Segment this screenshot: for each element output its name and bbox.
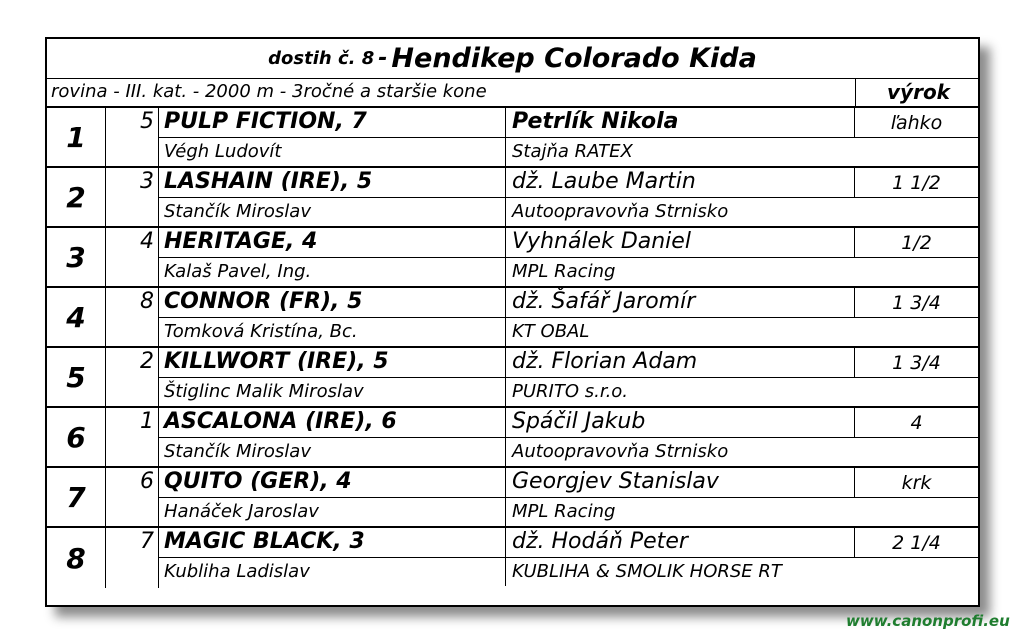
- jockey-name: dž. Hodáň Peter: [505, 528, 854, 557]
- owner-name: PURITO s.r.o.: [505, 378, 980, 406]
- owner-name: Autoopravovňa Strnisko: [505, 198, 980, 226]
- jockey-name: dž. Šafář Jaromír: [505, 288, 854, 317]
- start-number: 5: [106, 108, 159, 166]
- owner-name: Autoopravovňa Strnisko: [505, 438, 980, 466]
- result-line-sub: [159, 558, 978, 586]
- race-title: [47, 39, 978, 79]
- jockey-name: Spáčil Jakub: [505, 408, 854, 437]
- result-line-main: [159, 528, 978, 558]
- winning-margin: krk: [854, 468, 978, 497]
- race-name: Hendikep Colorado Kida: [391, 43, 757, 74]
- start-number: 8: [106, 288, 159, 346]
- margin-column-header: výrok: [855, 78, 981, 106]
- winning-margin: 1/2: [854, 228, 978, 257]
- owner-name: KUBLIHA & SMOLIK HORSE RT: [505, 558, 980, 586]
- trainer-name: Kubliha Ladislav: [164, 561, 310, 582]
- horse-name: ASCALONA (IRE), 6: [164, 409, 397, 434]
- winning-margin: 1 1/2: [854, 168, 978, 197]
- owner-name: MPL Racing: [505, 498, 980, 526]
- result-line-main: [159, 468, 978, 498]
- start-number: 7: [106, 528, 159, 588]
- result-line-main: [159, 228, 978, 258]
- horse-name: LASHAIN (IRE), 5: [164, 169, 373, 194]
- start-number: 2: [106, 348, 159, 406]
- winning-margin: 2 1/4: [854, 528, 978, 557]
- horse-name: HERITAGE, 4: [164, 229, 318, 254]
- finish-place: 7: [47, 468, 106, 526]
- result-line-main: [159, 108, 978, 138]
- jockey-name: Vyhnálek Daniel: [505, 228, 854, 257]
- jockey-name: dž. Florian Adam: [505, 348, 854, 377]
- jockey-name: dž. Laube Martin: [505, 168, 854, 197]
- result-row: [47, 468, 978, 528]
- race-number: dostih č. 8: [268, 48, 375, 69]
- winning-margin: 1 3/4: [854, 288, 978, 317]
- horse-name: QUITO (GER), 4: [164, 469, 352, 494]
- result-row: [47, 168, 978, 228]
- horse-name: PULP FICTION, 7: [164, 109, 367, 134]
- finish-place: 5: [47, 348, 106, 406]
- result-line-main: [159, 408, 978, 438]
- horse-name: CONNOR (FR), 5: [164, 289, 363, 314]
- winning-margin: ľahko: [854, 108, 978, 137]
- result-row: [47, 288, 978, 348]
- result-line-main: [159, 168, 978, 198]
- owner-name: Stajňa RATEX: [505, 138, 980, 166]
- result-row: [47, 228, 978, 288]
- finish-place: 4: [47, 288, 106, 346]
- result-row: [47, 408, 978, 468]
- winning-margin: 4: [854, 408, 978, 437]
- result-row: [47, 348, 978, 408]
- result-row: [47, 528, 978, 588]
- trainer-name: Kalaš Pavel, Ing.: [164, 261, 312, 282]
- trainer-name: Štiglinc Malik Miroslav: [164, 381, 364, 402]
- finish-place: 6: [47, 408, 106, 466]
- horse-name: KILLWORT (IRE), 5: [164, 349, 389, 374]
- trainer-name: Stančík Miroslav: [164, 201, 311, 222]
- result-line-sub: [159, 138, 978, 166]
- watermark: www.canonprofi.eu: [846, 612, 1010, 630]
- result-row: [47, 108, 978, 168]
- result-line-sub: [159, 198, 978, 226]
- trainer-name: Stančík Miroslav: [164, 441, 311, 462]
- start-number: 4: [106, 228, 159, 286]
- result-line-sub: [159, 318, 978, 346]
- jockey-name: Georgjev Stanislav: [505, 468, 854, 497]
- start-number: 1: [106, 408, 159, 466]
- trainer-name: Hanáček Jaroslav: [164, 501, 319, 522]
- trainer-name: Tomková Kristína, Bc.: [164, 321, 358, 342]
- result-line-sub: [159, 378, 978, 406]
- result-line-sub: [159, 258, 978, 286]
- trainer-name: Végh Ludovít: [164, 141, 282, 162]
- horse-name: MAGIC BLACK, 3: [164, 529, 365, 554]
- race-conditions: rovina - III. kat. - 2000 m - 3ročné a staršie kone: [51, 81, 487, 102]
- results-sheet: [45, 37, 980, 607]
- winning-margin: 1 3/4: [854, 348, 978, 377]
- jockey-name: Petrlík Nikola: [505, 108, 854, 137]
- owner-name: KT OBAL: [505, 318, 980, 346]
- finish-place: 1: [47, 108, 106, 166]
- finish-place: 8: [47, 528, 106, 588]
- title-separator: -: [378, 46, 388, 71]
- result-line-sub: [159, 438, 978, 466]
- result-line-main: [159, 288, 978, 318]
- race-conditions-row: [47, 78, 978, 108]
- start-number: 3: [106, 168, 159, 226]
- finish-place: 2: [47, 168, 106, 226]
- start-number: 6: [106, 468, 159, 526]
- result-line-sub: [159, 498, 978, 526]
- finish-place: 3: [47, 228, 106, 286]
- owner-name: MPL Racing: [505, 258, 980, 286]
- result-line-main: [159, 348, 978, 378]
